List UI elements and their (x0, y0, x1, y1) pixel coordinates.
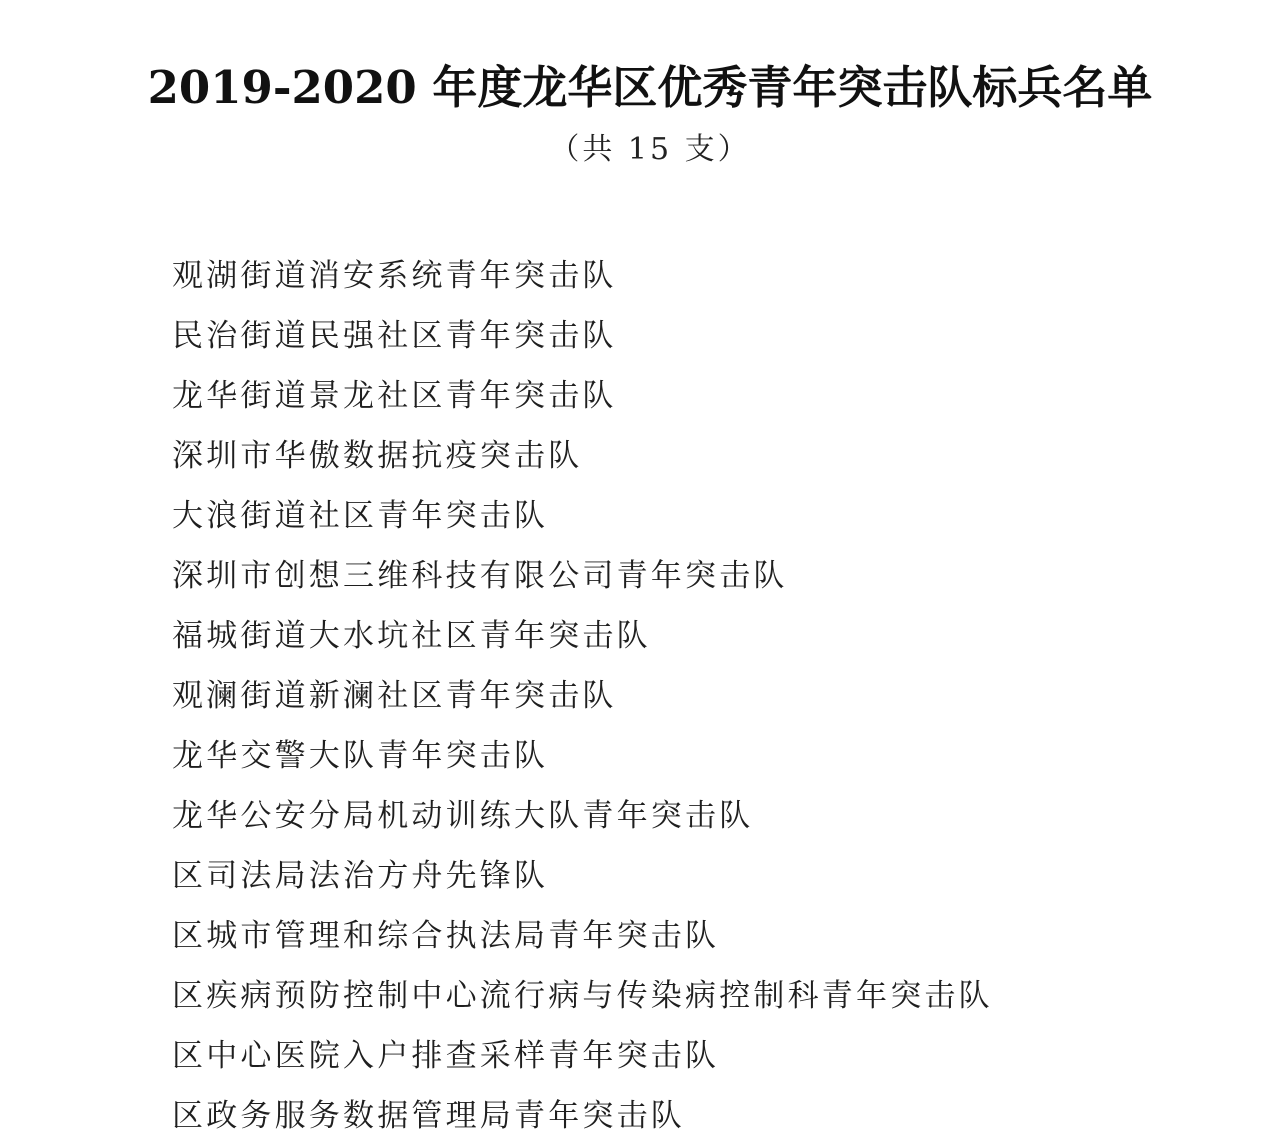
list-item: 区政务服务数据管理局青年突击队 (172, 1098, 685, 1134)
list-item: 福城街道大水坑社区青年突击队 (172, 618, 651, 654)
list-item: 观澜街道新澜社区青年突击队 (172, 678, 617, 714)
list-item: 观湖街道消安系统青年突击队 (172, 258, 617, 294)
list-item: 民治街道民强社区青年突击队 (172, 318, 617, 354)
list-item: 龙华交警大队青年突击队 (172, 738, 549, 774)
document-title: 2019-2020 年度龙华区优秀青年突击队标兵名单 (147, 61, 1153, 114)
list-item: 区城市管理和综合执法局青年突击队 (172, 918, 720, 954)
list-item: 区中心医院入户排查采样青年突击队 (172, 1038, 720, 1074)
list-item: 龙华街道景龙社区青年突击队 (172, 378, 617, 414)
list-item: 深圳市华傲数据抗疫突击队 (172, 438, 583, 474)
list-item: 深圳市创想三维科技有限公司青年突击队 (172, 558, 788, 594)
list-item: 大浪街道社区青年突击队 (172, 498, 549, 534)
list-item: 龙华公安分局机动训练大队青年突击队 (172, 798, 754, 834)
document-subtitle: （共 15 支） (549, 132, 751, 167)
team-list (172, 246, 993, 1146)
list-item: 区司法局法治方舟先锋队 (172, 858, 549, 894)
list-item: 区疾病预防控制中心流行病与传染病控制科青年突击队 (172, 978, 993, 1014)
